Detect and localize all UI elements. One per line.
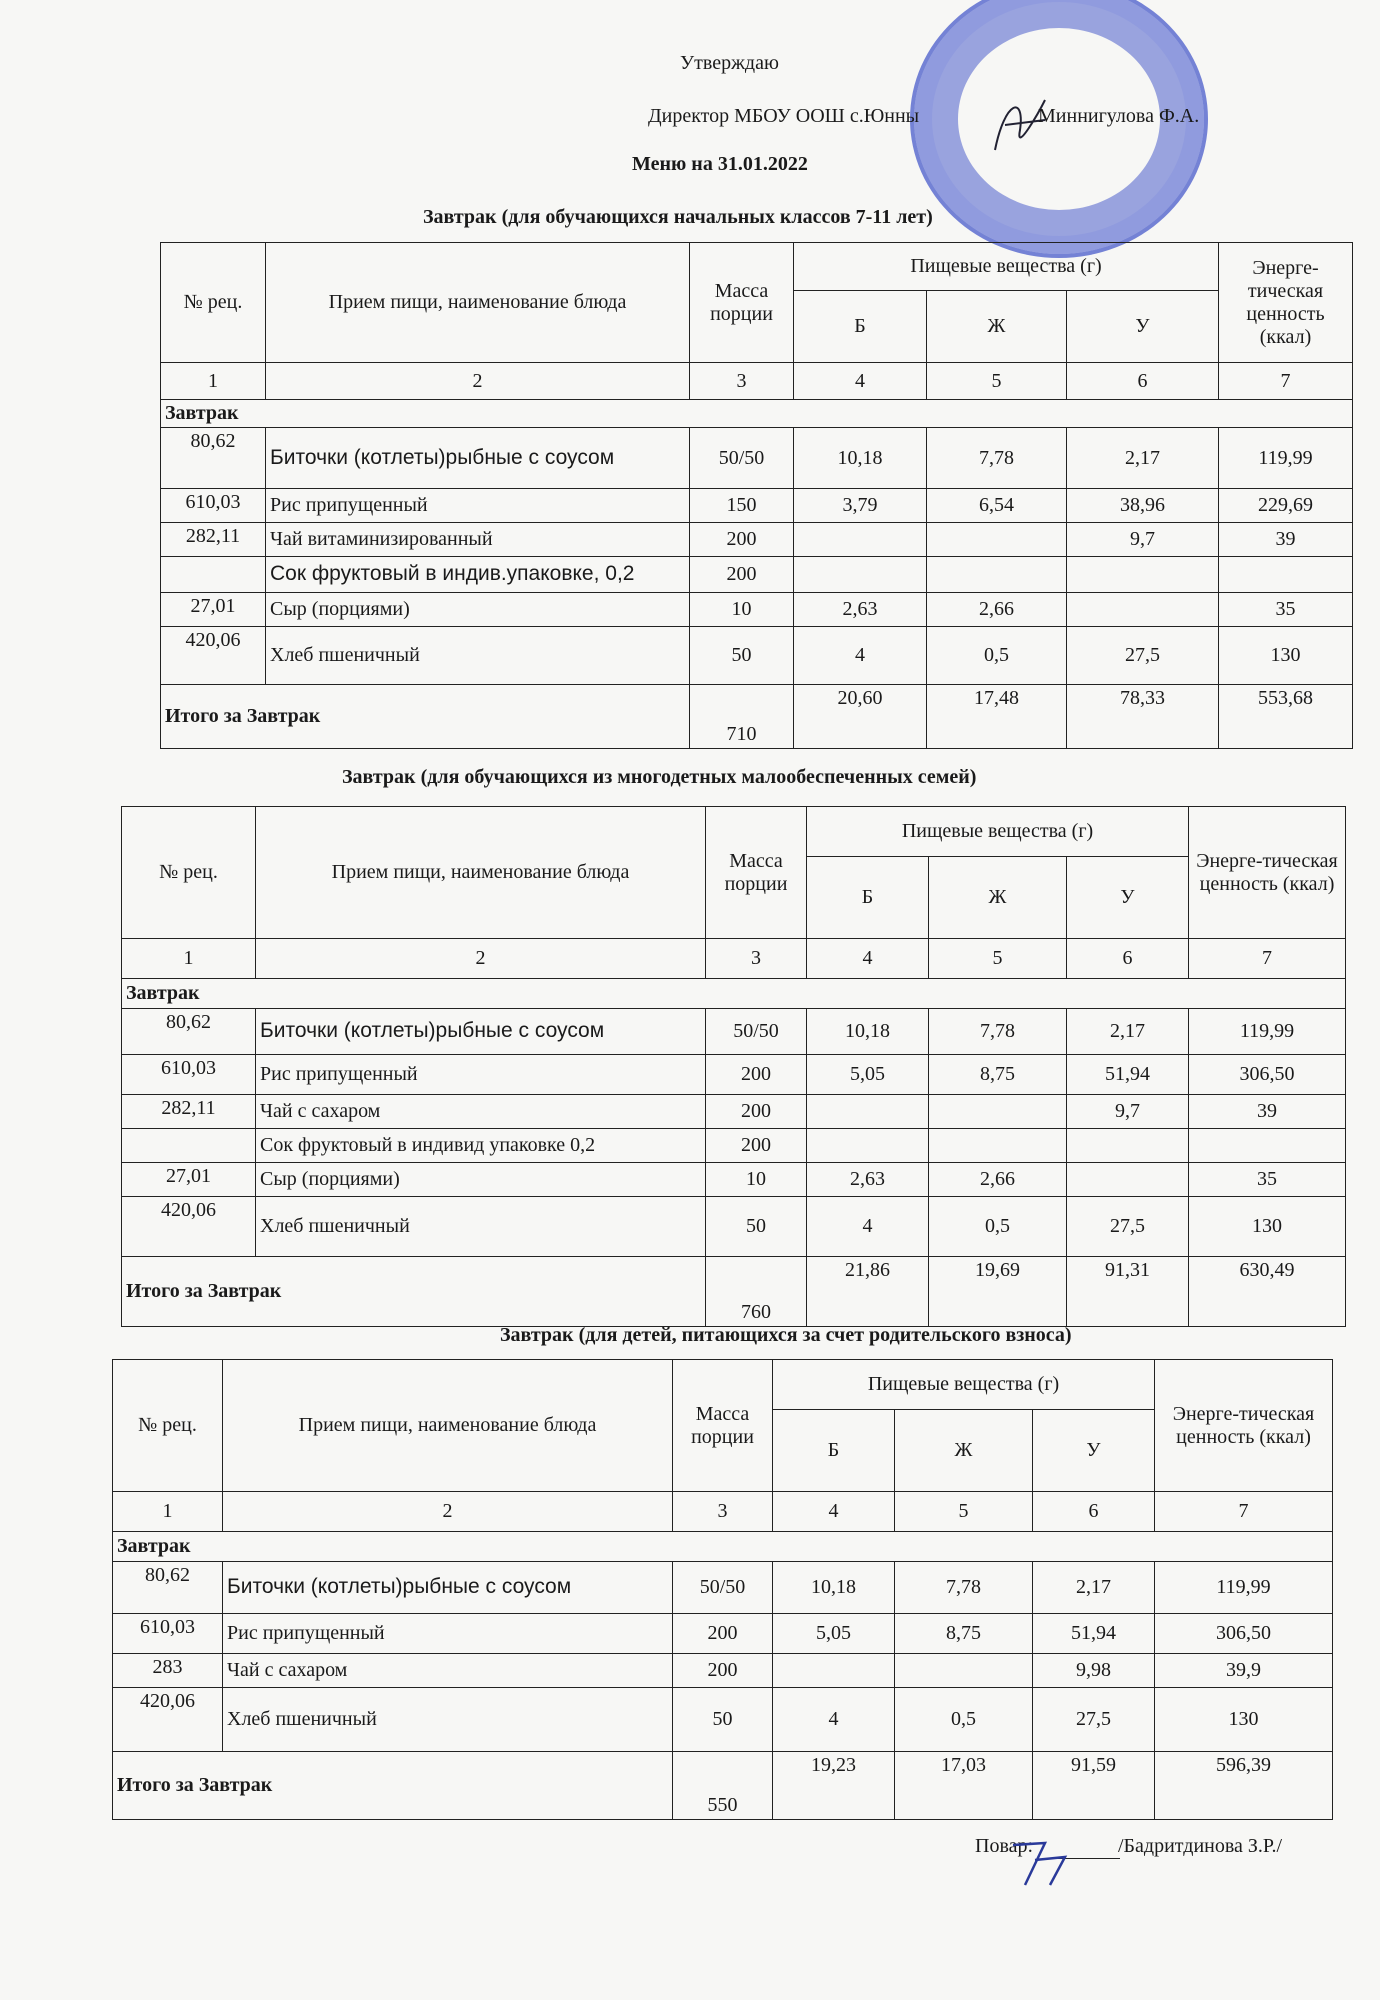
table-row (161, 523, 1353, 557)
portion-mass: 200 (690, 557, 794, 593)
dish-name: Чай с сахаром (223, 1654, 673, 1688)
table-row (122, 1163, 1346, 1197)
director-title: Директор МБОУ ООШ с.Юнны (648, 105, 920, 127)
energy: 35 (1219, 593, 1353, 627)
approve-label: Утверждаю (680, 52, 779, 74)
energy: 119,99 (1219, 428, 1353, 489)
table-row (122, 1129, 1346, 1163)
section-label: Завтрак (113, 1532, 1333, 1562)
protein: 5,05 (807, 1055, 929, 1095)
carbs (1067, 557, 1219, 593)
fat: 8,75 (895, 1614, 1033, 1654)
total-protein: 19,23 (773, 1752, 895, 1820)
total-row (161, 685, 1353, 749)
protein (794, 523, 927, 557)
section-label: Завтрак (161, 400, 1353, 428)
dish-name: Чай витаминизированный (266, 523, 690, 557)
column-index: 6 (1067, 363, 1219, 400)
dish-name: Сыр (порциями) (266, 593, 690, 627)
header-portion-mass: Масса порции (673, 1360, 773, 1492)
total-fat: 17,48 (927, 685, 1067, 749)
column-index: 3 (706, 939, 807, 979)
energy (1219, 557, 1353, 593)
total-mass: 550 (673, 1752, 773, 1820)
total-energy: 630,49 (1189, 1257, 1346, 1327)
fat (927, 523, 1067, 557)
protein: 5,05 (773, 1614, 895, 1654)
total-mass: 760 (706, 1257, 807, 1327)
fat: 2,66 (927, 593, 1067, 627)
dish-name: Чай с сахаром (256, 1095, 706, 1129)
portion-mass: 200 (706, 1129, 807, 1163)
header-nutrients: Пищевые вещества (г) (794, 243, 1219, 291)
total-row (122, 1257, 1346, 1327)
total-mass: 710 (690, 685, 794, 749)
carbs: 2,17 (1067, 1009, 1189, 1055)
energy: 130 (1155, 1688, 1333, 1752)
table-row (113, 1688, 1333, 1752)
table-2-title: Завтрак (для обучающихся из многодетных малообеспеченных семей) (342, 766, 977, 788)
total-protein: 21,86 (807, 1257, 929, 1327)
energy (1189, 1129, 1346, 1163)
header-energy-value: Энерге-тическая ценность (ккал) (1155, 1360, 1333, 1492)
dish-name: Хлеб пшеничный (266, 627, 690, 685)
carbs: 2,17 (1067, 428, 1219, 489)
column-index: 6 (1033, 1492, 1155, 1532)
recipe-number: 610,03 (122, 1055, 256, 1095)
menu-table-3 (112, 1359, 1333, 1820)
column-index: 5 (927, 363, 1067, 400)
recipe-number: 27,01 (122, 1163, 256, 1197)
table-row (161, 593, 1353, 627)
menu-title: Меню на 31.01.2022 (632, 153, 808, 175)
dish-name: Сыр (порциями) (256, 1163, 706, 1197)
protein: 3,79 (794, 489, 927, 523)
energy: 119,99 (1189, 1009, 1346, 1055)
carbs: 27,5 (1033, 1688, 1155, 1752)
recipe-number: 80,62 (113, 1562, 223, 1614)
table-row (161, 627, 1353, 685)
total-protein: 20,60 (794, 685, 927, 749)
carbs: 9,98 (1033, 1654, 1155, 1688)
table-row (113, 1614, 1333, 1654)
energy: 229,69 (1219, 489, 1353, 523)
column-index: 7 (1155, 1492, 1333, 1532)
fat: 0,5 (929, 1197, 1067, 1257)
fat: 7,78 (929, 1009, 1067, 1055)
energy: 306,50 (1155, 1614, 1333, 1654)
recipe-number: 420,06 (113, 1688, 223, 1752)
header-nutrients: Пищевые вещества (г) (807, 807, 1189, 857)
column-index: 1 (113, 1492, 223, 1532)
portion-mass: 50/50 (673, 1562, 773, 1614)
cook-label: Повар: (975, 1835, 1034, 1857)
protein (794, 557, 927, 593)
portion-mass: 50/50 (690, 428, 794, 489)
recipe-number: 27,01 (161, 593, 266, 627)
dish-name: Рис припущенный (256, 1055, 706, 1095)
fat: 7,78 (895, 1562, 1033, 1614)
table-row (122, 1055, 1346, 1095)
protein: 4 (773, 1688, 895, 1752)
protein (773, 1654, 895, 1688)
carbs (1067, 1163, 1189, 1197)
header-carbs: У (1033, 1410, 1155, 1492)
header-energy-value: Энерге-тическая ценность (ккал) (1219, 243, 1353, 363)
total-label: Итого за Завтрак (113, 1752, 673, 1820)
energy: 119,99 (1155, 1562, 1333, 1614)
total-fat: 17,03 (895, 1752, 1033, 1820)
total-energy: 553,68 (1219, 685, 1353, 749)
header-recipe-number: № рец. (122, 807, 256, 939)
fat (929, 1129, 1067, 1163)
header-protein: Б (794, 291, 927, 363)
cook-name: /Бадритдинова З.Р./ (1118, 1835, 1283, 1857)
total-carbs: 78,33 (1067, 685, 1219, 749)
portion-mass: 10 (706, 1163, 807, 1197)
dish-name: Сок фруктовый в индив.упаковке, 0,2 (266, 557, 690, 593)
column-index: 2 (256, 939, 706, 979)
table-row (113, 1562, 1333, 1614)
column-index: 1 (161, 363, 266, 400)
recipe-number: 610,03 (161, 489, 266, 523)
recipe-number (122, 1129, 256, 1163)
fat: 0,5 (895, 1688, 1033, 1752)
dish-name: Биточки (котлеты)рыбные с соусом (223, 1562, 673, 1614)
header-dish-name: Прием пищи, наименование блюда (266, 243, 690, 363)
total-fat: 19,69 (929, 1257, 1067, 1327)
energy: 39 (1219, 523, 1353, 557)
recipe-number: 282,11 (122, 1095, 256, 1129)
fat (895, 1654, 1033, 1688)
column-index: 5 (895, 1492, 1033, 1532)
protein: 2,63 (807, 1163, 929, 1197)
protein: 10,18 (794, 428, 927, 489)
table-row (161, 489, 1353, 523)
total-carbs: 91,31 (1067, 1257, 1189, 1327)
portion-mass: 50 (690, 627, 794, 685)
protein (807, 1129, 929, 1163)
header-fat: Ж (895, 1410, 1033, 1492)
director-name: Миннигулова Ф.А. (1038, 105, 1200, 127)
table-row (122, 1095, 1346, 1129)
recipe-number: 283 (113, 1654, 223, 1688)
header-protein: Б (807, 857, 929, 939)
portion-mass: 50 (673, 1688, 773, 1752)
header-nutrients: Пищевые вещества (г) (773, 1360, 1155, 1410)
header-dish-name: Прием пищи, наименование блюда (223, 1360, 673, 1492)
table-row (122, 1197, 1346, 1257)
carbs: 51,94 (1033, 1614, 1155, 1654)
portion-mass: 200 (706, 1095, 807, 1129)
total-row (113, 1752, 1333, 1820)
table-3-title: Завтрак (для детей, питающихся за счет родительского взноса) (500, 1324, 1072, 1346)
header-fat: Ж (927, 291, 1067, 363)
table-row (161, 428, 1353, 489)
fat: 0,5 (927, 627, 1067, 685)
menu-table-2 (121, 806, 1346, 1327)
official-stamp (910, 0, 1208, 258)
total-label: Итого за Завтрак (161, 685, 690, 749)
portion-mass: 150 (690, 489, 794, 523)
header-portion-mass: Масса порции (706, 807, 807, 939)
carbs: 27,5 (1067, 1197, 1189, 1257)
protein (807, 1095, 929, 1129)
dish-name: Хлеб пшеничный (256, 1197, 706, 1257)
recipe-number: 420,06 (161, 627, 266, 685)
fat (929, 1095, 1067, 1129)
dish-name: Биточки (котлеты)рыбные с соусом (266, 428, 690, 489)
table-row (113, 1654, 1333, 1688)
dish-name: Сок фруктовый в индивид упаковке 0,2 (256, 1129, 706, 1163)
recipe-number: 610,03 (113, 1614, 223, 1654)
column-index: 4 (773, 1492, 895, 1532)
column-index: 3 (673, 1492, 773, 1532)
total-carbs: 91,59 (1033, 1752, 1155, 1820)
portion-mass: 200 (706, 1055, 807, 1095)
energy: 35 (1189, 1163, 1346, 1197)
fat (927, 557, 1067, 593)
column-index: 4 (794, 363, 927, 400)
portion-mass: 200 (673, 1614, 773, 1654)
header-protein: Б (773, 1410, 895, 1492)
column-index: 2 (223, 1492, 673, 1532)
fat: 8,75 (929, 1055, 1067, 1095)
header-dish-name: Прием пищи, наименование блюда (256, 807, 706, 939)
recipe-number: 420,06 (122, 1197, 256, 1257)
total-label: Итого за Завтрак (122, 1257, 706, 1327)
portion-mass: 200 (673, 1654, 773, 1688)
energy: 130 (1189, 1197, 1346, 1257)
dish-name: Рис припущенный (223, 1614, 673, 1654)
cook-signature (1005, 1835, 1075, 1890)
table-row (161, 557, 1353, 593)
header-fat: Ж (929, 857, 1067, 939)
table-1-title: Завтрак (для обучающихся начальных классов 7-11 лет) (423, 206, 933, 228)
column-index: 4 (807, 939, 929, 979)
header-recipe-number: № рец. (113, 1360, 223, 1492)
portion-mass: 50 (706, 1197, 807, 1257)
protein: 4 (794, 627, 927, 685)
fat: 7,78 (927, 428, 1067, 489)
protein: 4 (807, 1197, 929, 1257)
recipe-number: 282,11 (161, 523, 266, 557)
protein: 10,18 (773, 1562, 895, 1614)
column-index: 7 (1189, 939, 1346, 979)
column-index: 2 (266, 363, 690, 400)
recipe-number (161, 557, 266, 593)
section-label: Завтрак (122, 979, 1346, 1009)
carbs: 2,17 (1033, 1562, 1155, 1614)
table-row (122, 1009, 1346, 1055)
energy: 39,9 (1155, 1654, 1333, 1688)
header-energy-value: Энерге-тическая ценность (ккал) (1189, 807, 1346, 939)
portion-mass: 10 (690, 593, 794, 627)
fat: 2,66 (929, 1163, 1067, 1197)
carbs: 51,94 (1067, 1055, 1189, 1095)
protein: 10,18 (807, 1009, 929, 1055)
recipe-number: 80,62 (122, 1009, 256, 1055)
portion-mass: 200 (690, 523, 794, 557)
header-portion-mass: Масса порции (690, 243, 794, 363)
energy: 39 (1189, 1095, 1346, 1129)
dish-name: Рис припущенный (266, 489, 690, 523)
carbs (1067, 593, 1219, 627)
column-index: 3 (690, 363, 794, 400)
protein: 2,63 (794, 593, 927, 627)
menu-table-1 (160, 242, 1353, 749)
column-index: 7 (1219, 363, 1353, 400)
carbs: 9,7 (1067, 1095, 1189, 1129)
carbs (1067, 1129, 1189, 1163)
column-index: 5 (929, 939, 1067, 979)
carbs: 9,7 (1067, 523, 1219, 557)
recipe-number: 80,62 (161, 428, 266, 489)
dish-name: Биточки (котлеты)рыбные с соусом (256, 1009, 706, 1055)
energy: 306,50 (1189, 1055, 1346, 1095)
column-index: 6 (1067, 939, 1189, 979)
header-recipe-number: № рец. (161, 243, 266, 363)
dish-name: Хлеб пшеничный (223, 1688, 673, 1752)
portion-mass: 50/50 (706, 1009, 807, 1055)
fat: 6,54 (927, 489, 1067, 523)
energy: 130 (1219, 627, 1353, 685)
header-carbs: У (1067, 857, 1189, 939)
column-index: 1 (122, 939, 256, 979)
carbs: 38,96 (1067, 489, 1219, 523)
total-energy: 596,39 (1155, 1752, 1333, 1820)
carbs: 27,5 (1067, 627, 1219, 685)
header-carbs: У (1067, 291, 1219, 363)
